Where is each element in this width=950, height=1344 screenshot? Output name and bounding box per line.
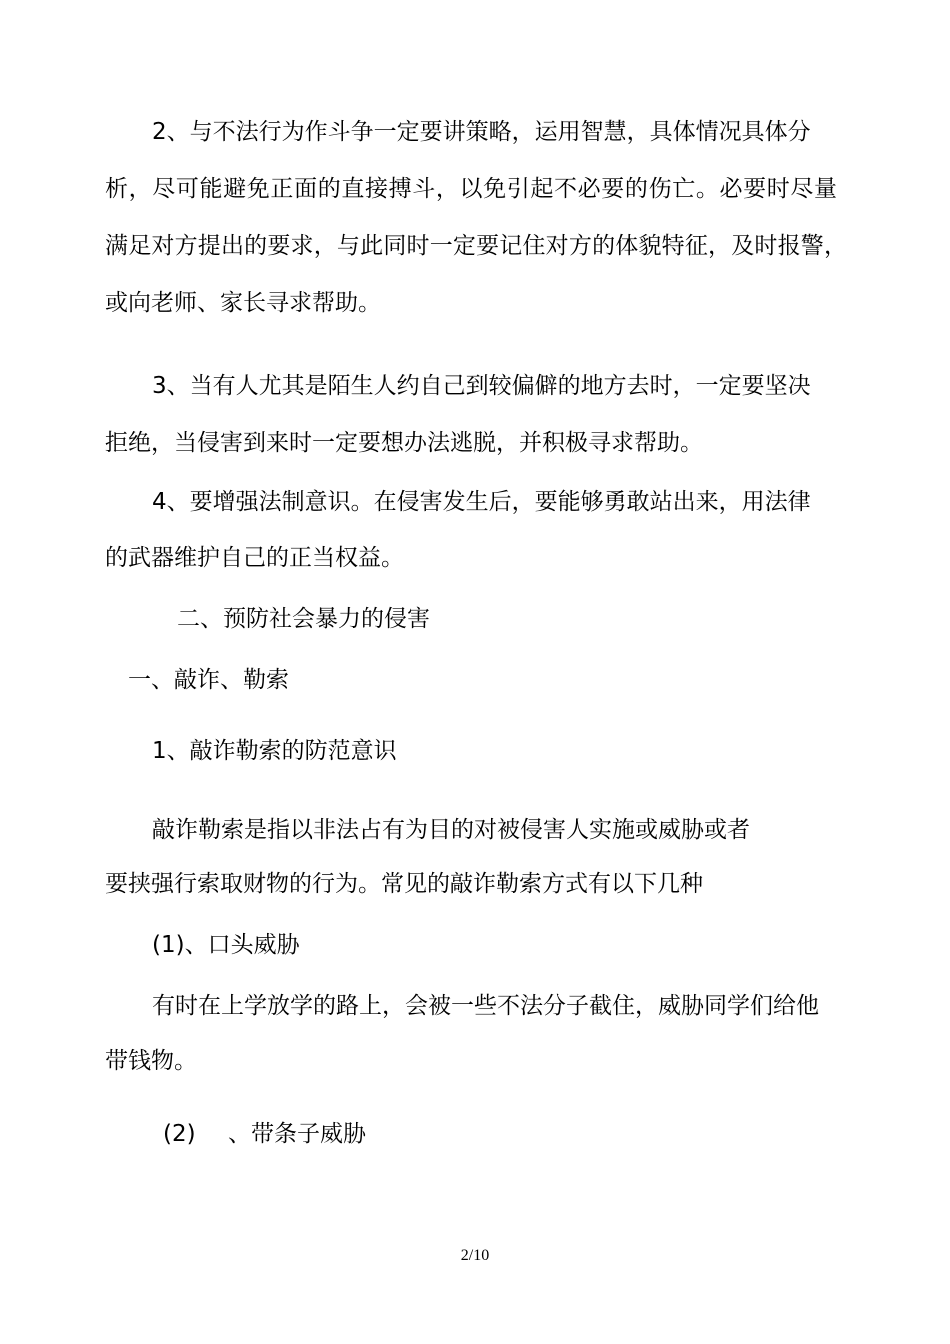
paragraph-line: 带钱物。 xyxy=(105,1048,197,1074)
subsection-heading: 1、敲诈勒索的防范意识 xyxy=(152,738,397,764)
list-item: (1)、口头威胁 xyxy=(152,932,300,958)
page-number: 2/10 xyxy=(460,1247,490,1264)
paragraph-line: 的武器维护自己的正当权益。 xyxy=(105,545,404,571)
section-heading: 一、敲诈、勒索 xyxy=(128,667,289,693)
paragraph-line: 满足对方提出的要求，与此同时一定要记住对方的体貌特征，及时报警， xyxy=(105,233,847,259)
paragraph-line: 敲诈勒索是指以非法占有为目的对被侵害人实施或威胁或者 xyxy=(152,817,750,843)
list-item: 、带条子威胁 xyxy=(228,1121,366,1147)
paragraph-line: 拒绝，当侵害到来时一定要想办法逃脱，并积极寻求帮助。 xyxy=(105,430,703,456)
paragraph-line: 或向老师、家长寻求帮助。 xyxy=(105,290,381,316)
paragraph-line: 3、当有人尤其是陌生人约自己到较偏僻的地方去时，一定要坚决 xyxy=(152,373,811,399)
list-item-number: (2) xyxy=(163,1121,196,1147)
paragraph-line: 有时在上学放学的路上，会被一些不法分子截住，威胁同学们给他 xyxy=(152,993,819,1019)
paragraph-line: 析，尽可能避免正面的直接搏斗，以免引起不必要的伤亡。必要时尽量 xyxy=(105,176,837,202)
section-heading: 二、预防社会暴力的侵害 xyxy=(177,606,430,632)
paragraph-line: 4、要增强法制意识。在侵害发生后，要能够勇敢站出来，用法律 xyxy=(152,489,811,515)
paragraph-line: 要挟强行索取财物的行为。常见的敲诈勒索方式有以下几种 xyxy=(105,871,703,897)
paragraph-line: 2、与不法行为作斗争一定要讲策略，运用智慧，具体情况具体分 xyxy=(152,119,811,145)
